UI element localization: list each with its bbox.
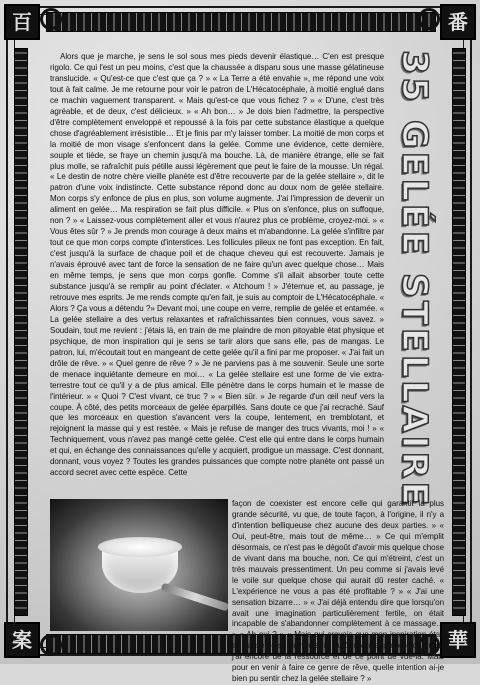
corner-seal-top-left <box>4 4 40 40</box>
story-text-wrap <box>232 499 444 685</box>
swirl-ornament <box>418 8 440 30</box>
cup-rim-image <box>98 537 182 557</box>
left-ornament-band <box>14 48 28 616</box>
chapter-title: 35 GELÉE STELLAIRE <box>394 50 434 509</box>
corner-glyph: 華 <box>448 628 468 652</box>
title-column <box>392 50 444 509</box>
story-text-main <box>50 52 384 479</box>
story-paragraph-wrap: façon de coexister est encore celle qui garantit la plus grande sécurité, vu que, de toute façon, à l'origine, il n'y a d'intention belliqueuse chez aucune des deux parties. » « Oui, peut-être, mais tout de même… » Ce qui m'emplit désormais, ce n'est pas le dégoût d'avoir mis quelque chose de vivant dans ma bouche, non. Ce qui m'étreint, c'est un très mauvais pressentiment. Un peu comme si j'avais levé le voile sur quelque chose qui aurait dû rester caché. « L'expérience ne vous a pas été profitable ? » « J'ai une sensation bizarre… » « J'ai déjà entendu dire que lorsqu'on avait une imagination particulièrement fertile, on était incapable de s'abandonner complètement à ce massage… » « Ah oui ? » « Mais qui croyais que mon inspiration était en passe de se tarir, je suis plutôt ravi d'apprendre que non, j'ai encore de la ressource et de ce point de vue-là. Mais pour en venir à faire ce genre de rêve, quelle intention ai-je bien pu sentir chez la gelée stellaire ? » <box>232 499 444 684</box>
jelly-cup-photo <box>50 499 228 631</box>
swirl-ornament <box>40 634 62 656</box>
spoon-image <box>160 582 228 611</box>
corner-seal-top-right <box>440 4 476 40</box>
corner-seal-bottom-left <box>4 622 40 658</box>
swirl-ornament <box>40 8 62 30</box>
corner-seal-bottom-right <box>440 622 476 658</box>
corner-glyph: 番 <box>448 10 468 34</box>
right-ornament-band <box>452 48 466 616</box>
top-ornament-band <box>46 12 436 32</box>
story-paragraph-main: Alors que je marche, je sens le sol sous mes pieds devenir élastique… C'en est presque rigolo. Ce qui l'est un peu moins, c'est que la chaussée a disparu sous une masse gélatineuse translucide. « Qu'est-ce que c'est que ça ? » « La Terre a été envahie », me répond une voix tout à fait calme. Je me retourne pour voir le patron de L'Hécatocéphale, à moitié englué dans ce machin vaguement transparent. « Mais qu'est-ce que vous fichez ? » « D'une, c'est très agréable, et de deux, c'est délicieux. » « Ah bon… » Je dois bien l'admettre, la perspective d'être complètement enveloppé et repoussé à la fois par cette substance élastique a quelque chose d'agréablement irrésistible… Et je finis par m'y laisser tomber. La moitié de mon corps et la moitié de mon visage s'enfoncent dans la gelée. Comme une évidence, cette dernière, souple et tiède, se fraye un chemin jusqu'à ma bouche. Là, de manière étrange, elle se fait plus molle, se rafraîchit puis pétille aussi légèrement que peut le faire de la mousse. Un régal. « Le destin de notre chère vieille planète est d'être recouverte par de la gelée stellaire », dit le patron d'une voix indistincte. Cette substance répond donc au doux nom de gelée stellaire. Mon corps s'y enfonce de plus en plus, son volume augmente. J'ai l'impression de devenir un aliment en gelée… Ma respiration se fait plus difficile. « Plus on s'enfonce, plus on suffoque, non ? » « Laissez-vous complètement aller et vous n'aurez plus ce problème, croyez-moi. » « Vous êtes sûr ? » Je prends mon courage à deux mains et m'abandonne. La gelée s'infiltre par tout ce que mon corps compte d'interstices. Les follicules pileux ne font pas exception. En fait, c'est jusqu'à la surface de chaque poil et de chaque cheveu qui est recouverte. Jamais je n'avais éprouvé avec tant de force la sensation de ne faire qu'un avec quelque chose… Mais en même temps, je sens que mon corps gonfle. Comme s'il allait absorber toute cette substance jusqu'à se remplir au point d'éclater. « Atchoum ! » J'éternue et, au passage, je retrouve mes esprits. Je me rends compte qu'en fait, je suis au comptoir de L'Hécatocéphale. « Alors ? Ça vous a détendu ?» Devant moi, une coupe en verre, remplie de gelée et entamée. « La gelée stellaire a des vertus relaxantes et rafraîchissantes bien connues, vous savez. » Soudain, tout me revient : j'étais là, en train de me plaindre de mon pitoyable état physique et psychique, de mon inspiration qui je sens se tarir alors que sans elle, pas de mangas. Le patron, lui, m'écoutait tout en mangeant de cette gelée qu'il a fini par me proposer. « J'ai fait un drôle de rêve. » « Quel genre de rêve ? » Je ne parviens pas à me souvenir. Seule une sorte de menace inquiétante demeure en moi… « La gelée stellaire est une forme de vie extra-terrestre tout ce qu'il y a de plus amical. Elle pénètre dans le corps humain et le masse de l'intérieur. » « Quoi ? C'est vivant, ce truc ? » « Bien sûr. » Je regarde d'un œil neuf vers la coupe. À côté, des petits morceaux de gelée éparpillés. Sans doute ce que j'ai recraché. Sauf que les morceaux en question s'avancent vers la coupe, lentement, en tremblotant, et rejoignent la masse qui y est restée. « Mais je refuse de manger des trucs vivants, moi ! » « Techniquement, vous n'avez pas mangé cette gelée. C'est elle qui entre dans le corps humain et qui, en échange des connaissances qu'elle y acquiert, prodigue un massage. C'est donnant, donnant, vous voyez ? Toutes les grandes puissances que compte notre planète ont passé un accord secret avec cette espèce. Cette <box>50 52 384 478</box>
corner-glyph: 案 <box>12 628 32 652</box>
corner-glyph: 百 <box>12 10 32 34</box>
